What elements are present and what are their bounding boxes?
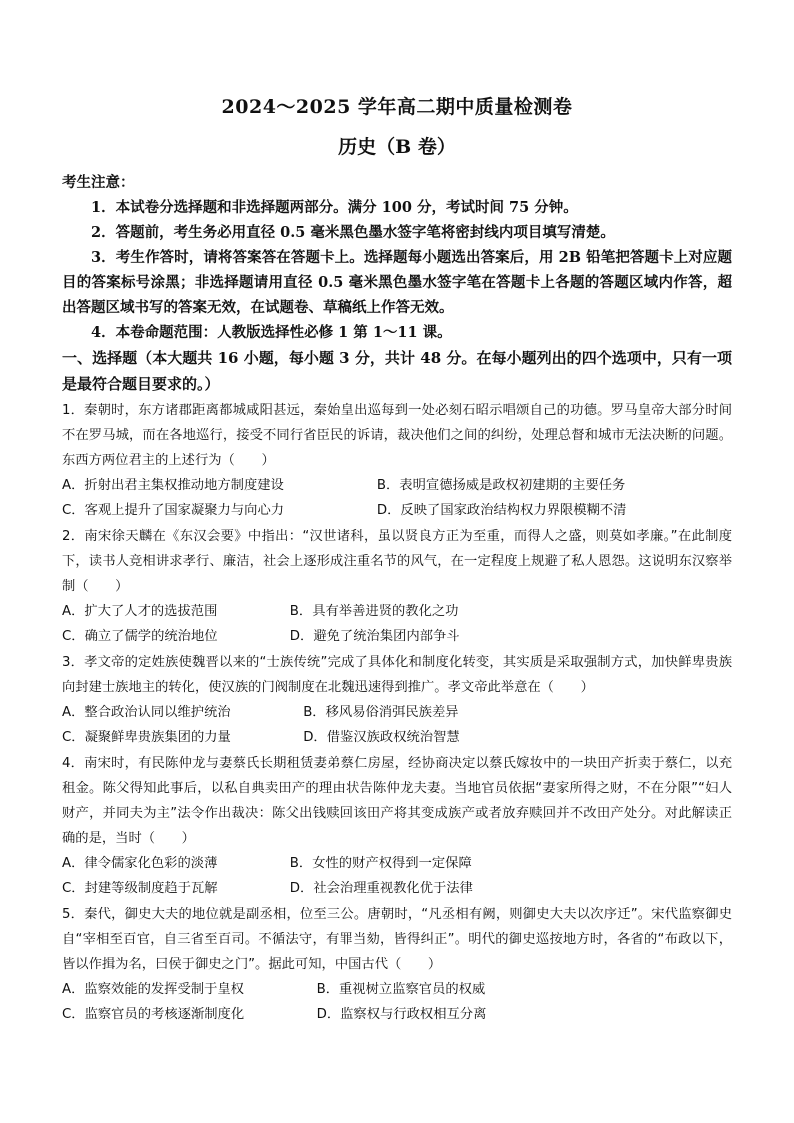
- option-a: A．监察效能的发挥受制于皇权: [62, 982, 244, 997]
- option-row: [62, 725, 732, 750]
- option-a: A．扩大了人才的选拔范围: [62, 604, 218, 619]
- option-b: B．女性的财产权得到一定保障: [289, 856, 472, 871]
- option-row: [62, 473, 732, 498]
- option-c: C．凝聚鲜卑贵族集团的力量: [62, 730, 231, 745]
- question-4: [62, 751, 732, 901]
- question-2: [62, 524, 732, 649]
- option-d: D．反映了国家政治结构权力界限模糊不清: [376, 503, 627, 518]
- option-row: [62, 851, 732, 876]
- option-d: D．监察权与行政权相互分离: [316, 1007, 487, 1022]
- option-b: B．重视树立监察官员的权威: [316, 982, 486, 997]
- option-c: C．监察官员的考核逐渐制度化: [62, 1007, 245, 1022]
- option-row: [62, 876, 732, 901]
- option-c: C．客观上提升了国家凝聚力与向心力: [62, 503, 285, 518]
- notice-item-3: 3．考生作答时，请将答案答在答题卡上。选择题每小题选出答案后，用 2B 铅笔把答题卡上对应题目的答案标号涂黑；非选择题请用直径 0.5 毫米黑色墨水签字笔在答题卡上各题的答题区域内作答，超出答题区域书写的答案无效，在试题卷、草稿纸上作答无效。: [62, 249, 732, 316]
- question-stem: 1．秦朝时，东方诸郡距离都城咸阳甚远，秦始皇出巡每到一处必刻石昭示唱颂自己的功德。罗马皇帝大部分时间不在罗马城，而在各地巡行，接受不同行省臣民的诉请，裁决他们之间的纠纷，处理总督和城市无法决断的问题。东西方两位君主的上述行为（ ）: [62, 403, 732, 468]
- option-a: A．律令儒家化色彩的淡薄: [62, 856, 218, 871]
- option-b: B．移风易俗消弭民族差异: [303, 705, 459, 720]
- option-a: A．整合政治认同以维护统治: [62, 705, 231, 720]
- option-c: C．确立了儒学的统治地位: [62, 629, 218, 644]
- notice-item-2: 2．答题前，考生务必用直径 0.5 毫米黑色墨水签字笔将密封线内项目填写清楚。: [91, 224, 615, 241]
- option-d: D．借鉴汉族政权统治智慧: [303, 730, 460, 745]
- question-5: [62, 902, 732, 1027]
- option-row: [62, 599, 732, 624]
- notice-heading: 考生注意：: [62, 174, 135, 191]
- section-heading: 一、选择题（本大题共 16 小题，每小题 3 分，共计 48 分。在每小题列出的四个选项中，只有一项是最符合题目要求的。）: [62, 349, 732, 393]
- question-1: [62, 398, 732, 523]
- notice-item-4: 4．本卷命题范围：人教版选择性必修 1 第 1～11 课。: [91, 324, 452, 341]
- exam-subtitle: 历史（B 卷）: [338, 136, 456, 158]
- notice-item-1: 1．本试卷分选择题和非选择题两部分。满分 100 分，考试时间 75 分钟。: [91, 199, 578, 216]
- option-b: B．具有举善进贤的教化之功: [289, 604, 459, 619]
- option-row: [62, 1002, 732, 1027]
- option-row: [62, 624, 732, 649]
- option-b: B．表明宣德扬威是政权初建期的主要任务: [376, 478, 626, 493]
- question-3: [62, 650, 732, 750]
- option-row: [62, 977, 732, 1002]
- option-d: D．社会治理重视教化优于法律: [289, 881, 473, 896]
- option-row: [62, 700, 732, 725]
- question-stem: 4．南宋时，有民陈仲龙与妻蔡氏长期租赁妻弟蔡仁房屋，经协商决定以蔡氏嫁妆中的一块田产折卖于蔡仁，以充租金。陈父得知此事后，以私自典卖田产的理由状告陈仲龙夫妻。当地官员依据“妻家所得之财，不在分限”“妇人财产，并同夫为主”法令作出裁决：陈父出钱赎回该田产将其变成族产或者放弃赎回并不改田产处分。对此解读正确的是，当时（ ）: [62, 756, 732, 846]
- notice-block: [62, 170, 732, 345]
- exam-title: 2024～2025 学年高二期中质量检测卷: [221, 96, 573, 118]
- option-a: A．折射出君主集权推动地方制度建设: [62, 478, 284, 493]
- question-stem: 3．孝文帝的定姓族使魏晋以来的“士族传统”完成了具体化和制度化转变，其实质是采取强制方式，加快鲜卑贵族向封建士族地主的转化，使汉族的门阀制度在北魏迅速得到推广。孝文帝此举意在（ ）: [62, 655, 732, 695]
- question-stem: 2．南宋徐天麟在《东汉会要》中指出：“汉世诸科，虽以贤良方正为至重，而得人之盛，则莫如孝廉。”在此制度下，读书人竞相讲求孝行、廉洁，社会上逐形成注重名节的风气，在一定程度上规避了私人恩怨。这说明东汉察举制（ ）: [62, 529, 732, 594]
- option-row: [62, 498, 732, 523]
- question-stem: 5．秦代，御史大夫的地位就是副丞相，位至三公。唐朝时，“凡丞相有阙，则御史大夫以次序迁”。宋代监察御史自“宰相至百官，自三省至百司。不循法守，有罪当劾，皆得纠正”。明代的御史巡按地方时，各省的“布政以下，皆以作揖为名，曰侯于御史之门”。据此可知，中国古代（ ）: [62, 907, 732, 972]
- option-d: D．避免了统治集团内部争斗: [289, 629, 460, 644]
- option-c: C．封建等级制度趋于瓦解: [62, 881, 218, 896]
